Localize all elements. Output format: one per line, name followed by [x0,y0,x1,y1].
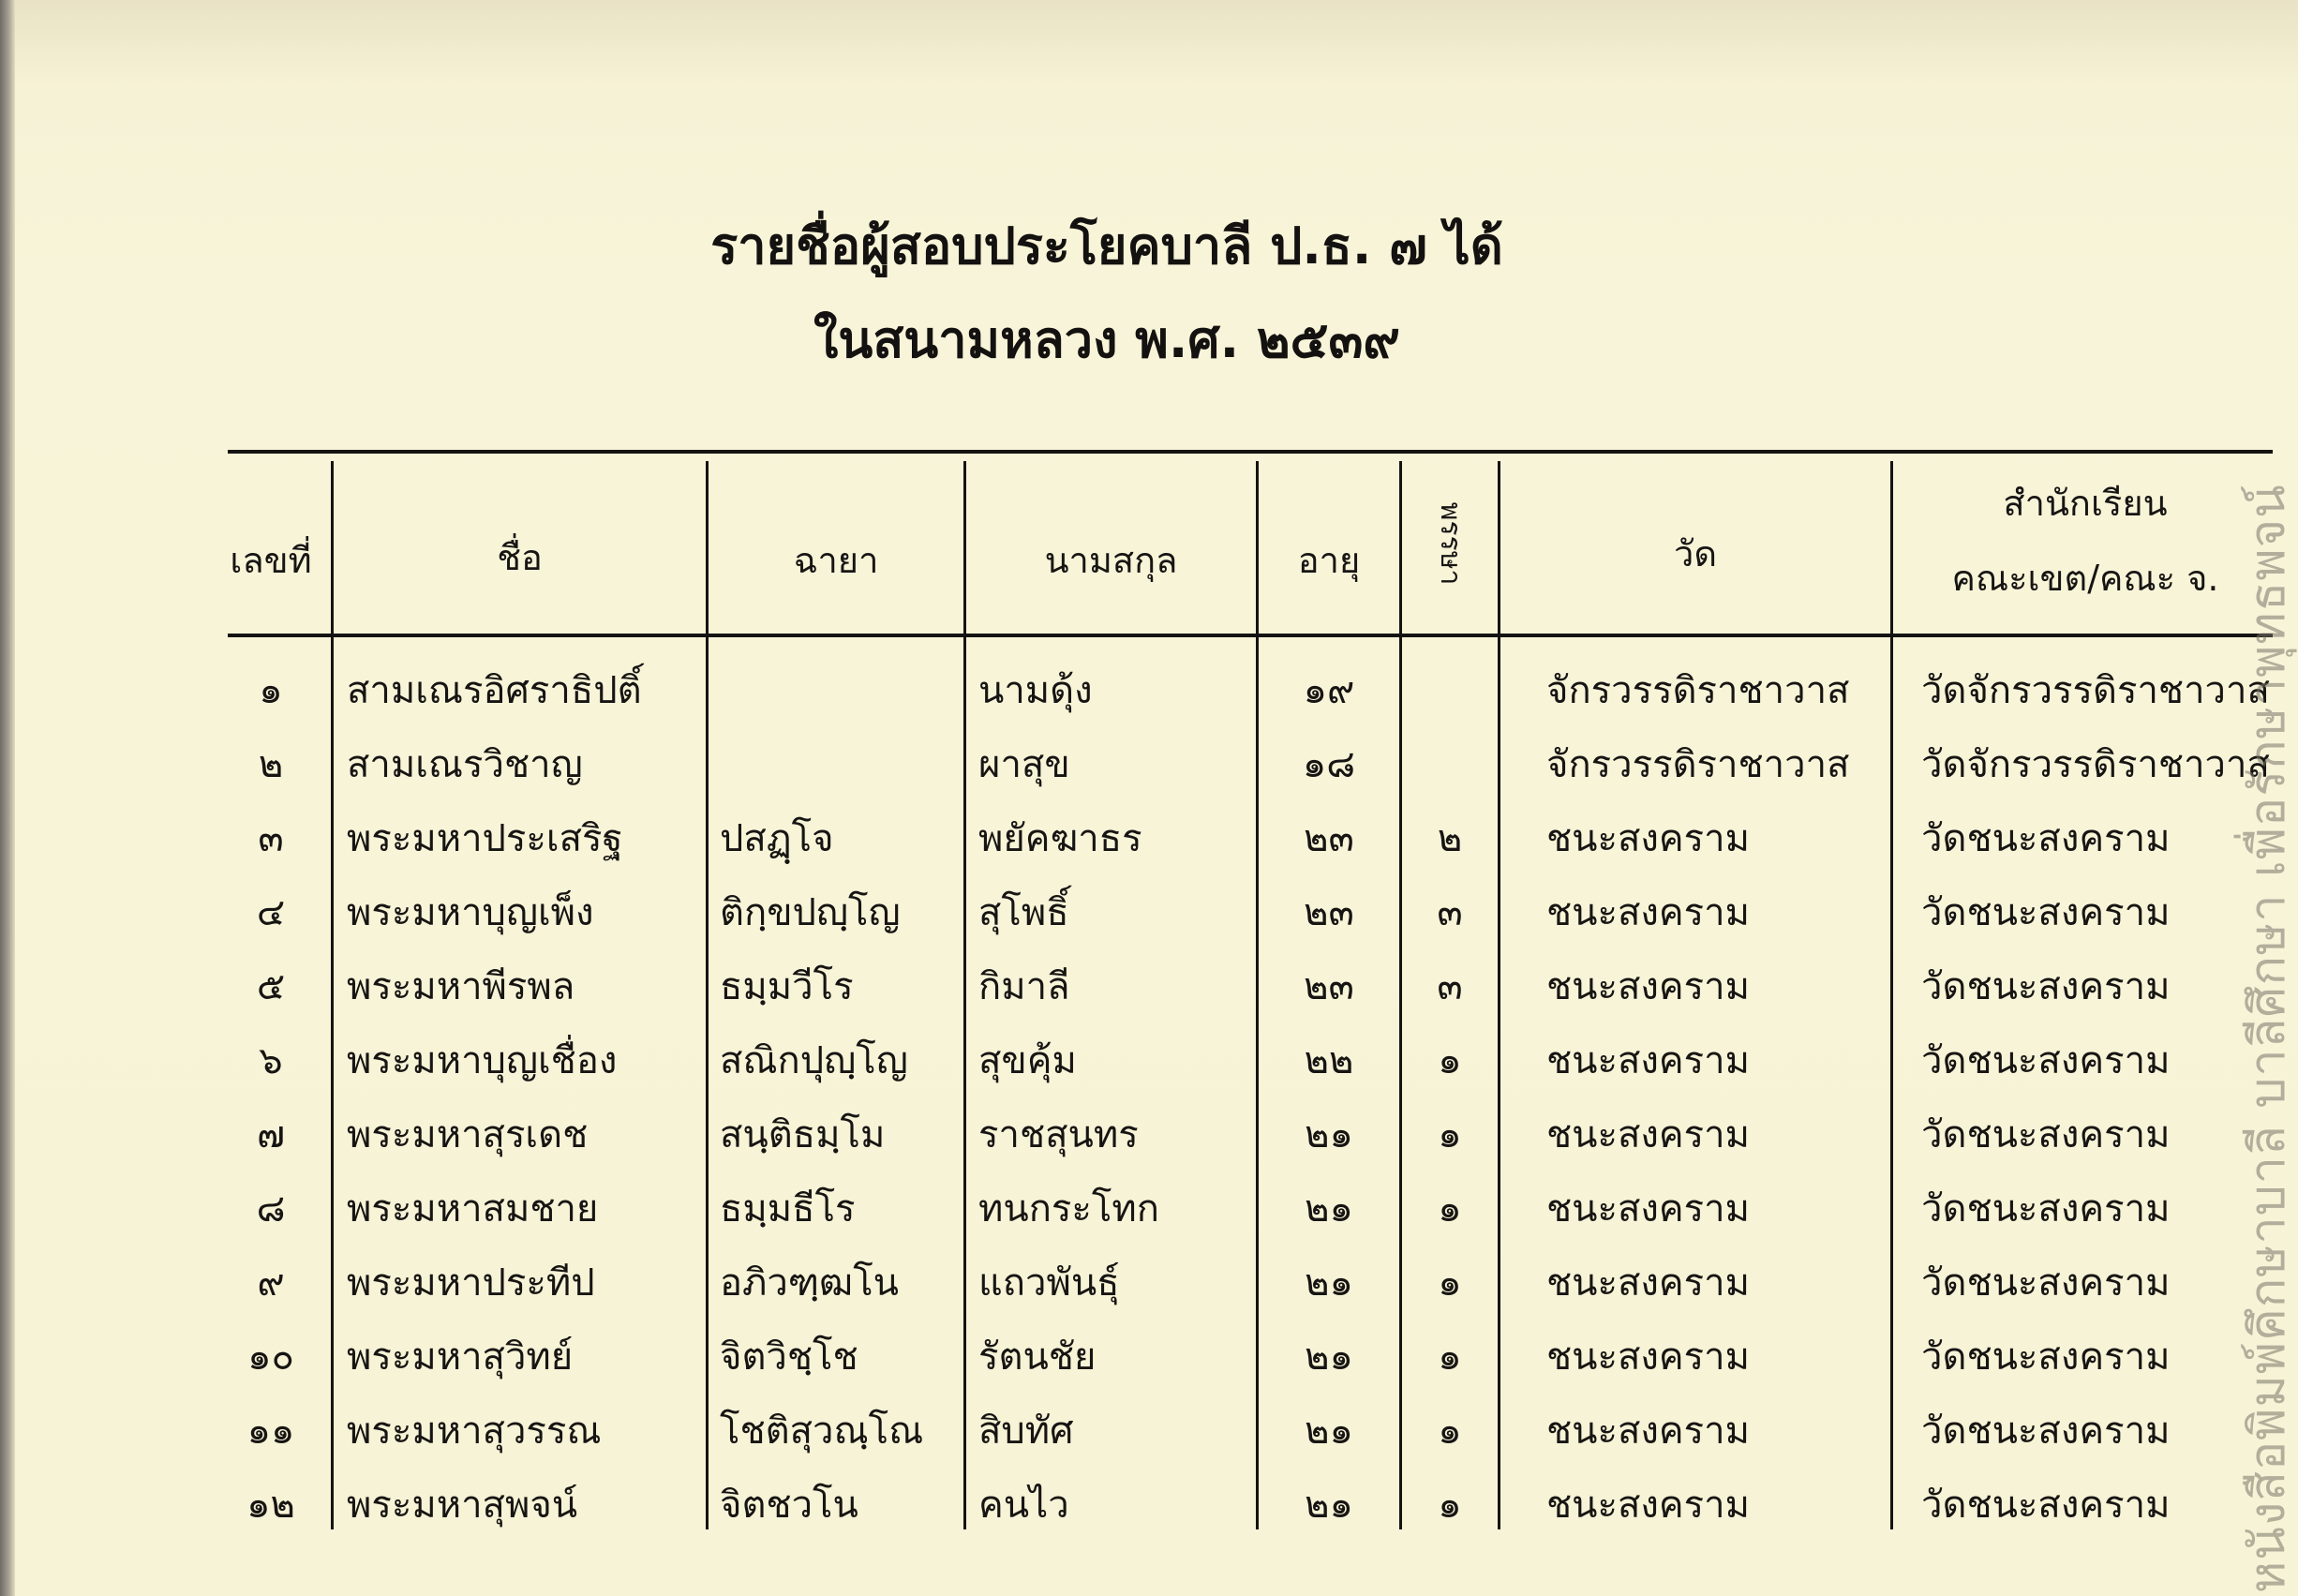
table-header-rule [228,634,2273,637]
col-separator [1890,461,1893,1529]
table-cell-chaya: โชติสุวณฺโณ [720,1410,924,1453]
table-cell-age: ๒๑ [1305,1335,1353,1379]
table-cell-name: พระมหาบุญเพ็ง [347,891,594,934]
header-age: อายุ [1297,540,1361,581]
table-cell-school: วัดชนะสงคราม [1921,1410,2171,1453]
table-cell-chaya: อภิวฑฺฒโน [720,1261,900,1305]
table-cell-chaya: ติกฺขปญฺโญ [720,891,901,934]
table-cell-wat: จักรวรรดิราชาวาส [1546,743,1850,786]
table-cell-no: ๕ [256,965,286,1008]
table-cell-school: วัดชนะสงคราม [1921,1039,2171,1082]
header-phansa: พรรษา [1434,501,1467,586]
table-cell-wat: ชนะสงคราม [1546,1113,1750,1156]
table-cell-age: ๒๓ [1304,965,1354,1008]
table-cell-name: พระมหาประทีป [347,1261,595,1305]
table-cell-age: ๑๙ [1303,669,1355,712]
table-cell-wat: ชนะสงคราม [1546,1335,1750,1379]
table-cell-phansa: ๓ [1437,891,1463,934]
table-cell-age: ๒๓ [1304,817,1354,860]
table-cell-age: ๒๑ [1305,1113,1353,1156]
table-cell-surname: แถวพันธุ์ [978,1261,1120,1305]
table-cell-wat: ชนะสงคราม [1546,817,1750,860]
table-cell-wat: จักรวรรดิราชาวาส [1546,669,1850,712]
table-cell-no: ๔ [256,891,286,934]
header-school-line-2: คณะเขต/คณะ จ. [1951,558,2219,599]
table-cell-chaya: จิตชวโน [720,1484,858,1527]
table-cell-name: พระมหาสุวิทย์ [347,1335,574,1379]
table-cell-surname: สุโพธิ์ [978,891,1069,934]
table-cell-school: วัดชนะสงคราม [1921,1113,2171,1156]
table-cell-school: วัดจักรวรรดิราชาวาส [1921,743,2270,786]
table-cell-name: พระมหาสมชาย [347,1187,599,1231]
table-cell-phansa: ๑ [1438,1261,1462,1305]
table-cell-name: สามเณรอิศราธิปติ์ [347,669,642,712]
table-cell-surname: พยัคฆาธร [978,817,1142,860]
table-cell-school: วัดชนะสงคราม [1921,1335,2171,1379]
title-line-1: รายชื่อผู้สอบประโยคบาลี ป.ธ. ๗ ได้ [710,216,1503,276]
table-cell-school: วัดชนะสงคราม [1921,817,2171,860]
table-cell-wat: ชนะสงคราม [1546,891,1750,934]
table-cell-wat: ชนะสงคราม [1546,1261,1750,1305]
table-cell-surname: กิมาลี [978,965,1070,1008]
table-cell-surname: ราชสุนทร [978,1113,1139,1156]
table-cell-school: วัดชนะสงคราม [1921,1484,2171,1527]
table-cell-no: ๒ [258,743,284,786]
table-cell-surname: สิบทัศ [978,1410,1074,1453]
header-name: ชื่อ [497,537,543,578]
table-cell-phansa: ๑ [1438,1484,1462,1527]
table-cell-name: พระมหาสุพจน์ [347,1484,578,1527]
table-cell-no: ๓ [258,817,284,860]
col-separator [706,461,709,1529]
table-cell-school: วัดจักรวรรดิราชาวาส [1921,669,2270,712]
table-cell-chaya: สนฺติธมฺโม [720,1113,886,1156]
table-cell-age: ๒๒ [1304,1039,1354,1082]
table-top-rule [228,450,2273,454]
col-separator [1498,461,1500,1529]
table-cell-age: ๒๑ [1305,1261,1353,1305]
table-cell-wat: ชนะสงคราม [1546,1039,1750,1082]
table-cell-school: วัดชนะสงคราม [1921,965,2171,1008]
table-cell-wat: ชนะสงคราม [1546,1187,1750,1231]
table-cell-age: ๒๑ [1305,1187,1353,1231]
table-cell-name: พระมหาพีรพล [347,965,575,1008]
table-cell-school: วัดชนะสงคราม [1921,1261,2171,1305]
header-school-line-1: สำนักเรียน [2003,483,2168,524]
table-cell-chaya: ปสฏฺโจ [720,817,834,860]
table-cell-name: พระมหาสุรเดช [347,1113,589,1156]
table-cell-no: ๘ [256,1187,286,1231]
table-cell-chaya: จิตวิชฺโช [720,1335,858,1379]
table-cell-surname: ทนกระโทก [978,1187,1159,1231]
table-cell-no: ๑๑ [246,1410,295,1453]
header-no: เลขที่ [230,540,312,581]
table-cell-surname: สุขคุ้ม [978,1039,1077,1082]
col-separator [331,461,334,1529]
table-cell-age: ๑๘ [1302,743,1356,786]
table-cell-no: ๖ [259,1039,283,1082]
table-cell-name: สามเณรวิชาญ [347,743,583,786]
header-chaya: ฉายา [793,540,879,581]
table-cell-wat: ชนะสงคราม [1546,1410,1750,1453]
table-cell-phansa: ๓ [1437,965,1463,1008]
table-cell-surname: คนไว [978,1484,1069,1527]
table-cell-wat: ชนะสงคราม [1546,1484,1750,1527]
table-cell-phansa: ๑ [1438,1410,1462,1453]
table-cell-name: พระมหาประเสริฐ [347,817,623,860]
table-cell-surname: รัตนชัย [978,1335,1097,1379]
table-cell-no: ๗ [256,1113,286,1156]
table-cell-age: ๒๑ [1305,1410,1353,1453]
col-separator [963,461,966,1529]
table-cell-school: วัดชนะสงคราม [1921,1187,2171,1231]
watermark-text: หนังสือพิมพ์คึกษาบาลี บาลีศึกษา เพื่อรักษาพุทธพจน์ [2240,484,2296,1593]
table-cell-wat: ชนะสงคราม [1546,965,1750,1008]
header-surname: นามสกุล [1044,540,1178,581]
table-cell-age: ๒๓ [1304,891,1354,934]
table-cell-chaya: สณิกปุญฺโญ [720,1039,908,1082]
table-cell-no: ๑๐ [247,1335,294,1379]
table-cell-school: วัดชนะสงคราม [1921,891,2171,934]
table-cell-name: พระมหาสุวรรณ [347,1410,602,1453]
table-cell-phansa: ๑ [1438,1187,1462,1231]
title-line-2: ในสนามหลวง พ.ศ. ๒๕๓๙ [813,310,1400,369]
table-cell-surname: นามดุ้ง [978,669,1093,712]
table-cell-no: ๙ [257,1261,285,1305]
table-cell-phansa: ๒ [1437,817,1463,860]
table-cell-surname: ผาสุข [978,743,1070,786]
table-cell-phansa: ๑ [1438,1335,1462,1379]
table-cell-phansa: ๑ [1438,1113,1462,1156]
table-cell-name: พระมหาบุญเชื่อง [347,1039,618,1082]
table-cell-age: ๒๑ [1305,1484,1353,1527]
table-cell-no: ๑๒ [246,1484,295,1527]
table-cell-no: ๑ [259,669,283,712]
header-wat: วัด [1673,533,1717,574]
table-cell-chaya: ธมฺมธีโร [720,1187,856,1231]
table-cell-phansa: ๑ [1438,1039,1462,1082]
table-cell-chaya: ธมฺมวีโร [720,965,854,1008]
